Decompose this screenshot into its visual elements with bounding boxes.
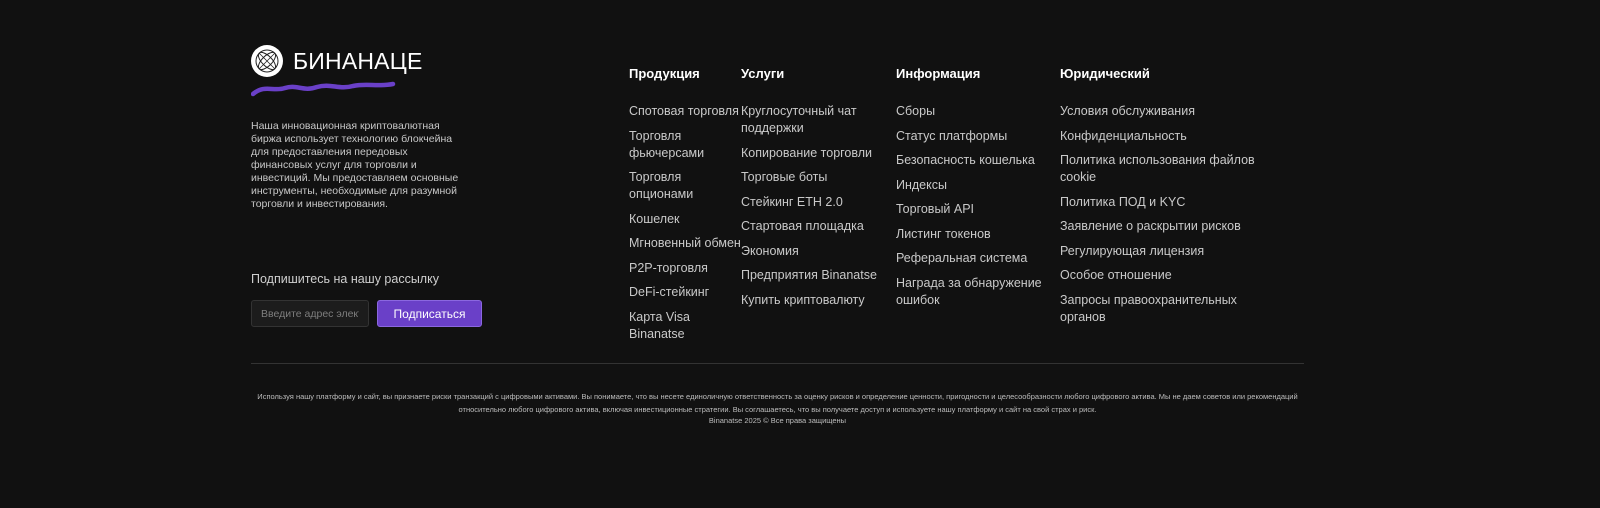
brand-underline-squiggle <box>251 78 401 100</box>
footer-link[interactable]: Круглосуточный чат поддержки <box>741 104 857 135</box>
column-title: Информация <box>896 66 981 81</box>
footer-link[interactable]: Политика ПОД и KYC <box>1060 194 1186 209</box>
footer-link[interactable]: Реферальная система <box>896 251 1028 265</box>
footer-column-information <box>896 66 1056 316</box>
footer-link[interactable]: Экономия <box>741 243 799 258</box>
footer-link[interactable]: DeFi-стейкинг <box>629 285 710 299</box>
footer-link[interactable]: Стейкинг ETH 2.0 <box>741 194 843 209</box>
footer-link[interactable]: Заявление о раскрытии рисков <box>1060 219 1241 233</box>
column-title: Юридический <box>1060 66 1150 81</box>
footer-link[interactable]: Предприятия Binanatse <box>741 268 877 282</box>
footer-link[interactable]: Запросы правоохранительных органов <box>1060 292 1237 324</box>
footer-column-legal <box>1060 66 1265 333</box>
footer-link[interactable]: Мгновенный обмен <box>629 236 741 250</box>
about-text: Наша инновационная криптовалютная биржа использует технологию блокчейна для предоставления передовых финансовых услуг для торговли и инвестиций. Мы предоставляем основные инструменты, необходимые для разумной торговли и инвестирования. <box>251 120 459 210</box>
footer-link[interactable]: Регулирующая лицензия <box>1060 243 1205 258</box>
footer-link[interactable]: Торговый API <box>896 202 975 216</box>
column-title: Услуги <box>741 66 785 81</box>
footer-link[interactable]: Безопасность кошелька <box>896 153 1035 167</box>
footer-divider <box>251 363 1304 364</box>
brand[interactable] <box>251 45 422 77</box>
footer-link[interactable]: Статус платформы <box>896 128 1008 143</box>
disclaimer-text: Используя нашу платформу и сайт, вы признаете риски транзакций с цифровыми активами. Вы понимаете, что вы несете единоличную ответственность за оценку рисков и определение ценности, пригодности и целесообразности любого цифрового актива. Мы не даем советов или рекомендаций относительно любого цифрового актива, включая инвестиционные стратегии. Вы соглашаетесь, что вы получаете доступ и используете нашу платформу и сайт на свой страх и риск. <box>257 392 1298 414</box>
footer-link[interactable]: Торговые боты <box>741 170 828 184</box>
footer-link[interactable]: Индексы <box>896 177 947 192</box>
subscribe-button[interactable]: Подписаться <box>377 300 482 327</box>
footer-link[interactable]: Кошелек <box>629 211 680 226</box>
footer-link[interactable]: Листинг токенов <box>896 226 991 241</box>
footer-link[interactable]: Условия обслуживания <box>1060 104 1195 118</box>
footer-link[interactable]: Торговля опционами <box>629 170 694 201</box>
globe-icon <box>251 45 283 77</box>
email-input[interactable] <box>251 300 369 327</box>
site-footer <box>251 0 1304 508</box>
footer-link[interactable]: Сборы <box>896 104 936 118</box>
column-title: Продукция <box>629 66 700 81</box>
footer-link[interactable]: Стартовая площадка <box>741 219 864 233</box>
newsletter-form <box>251 300 482 327</box>
footer-link[interactable]: Спотовая торговля <box>629 104 739 118</box>
footer-link[interactable]: Торговля фьючерсами <box>629 128 705 160</box>
footer-link[interactable]: Особое отношение <box>1060 268 1172 282</box>
footer-link[interactable]: Награда за обнаружение ошибок <box>896 275 1042 307</box>
brand-name: БИНАНАЦЕ <box>293 47 423 74</box>
newsletter-title: Подпишитесь на нашу рассылку <box>251 272 439 286</box>
footer-link[interactable]: Купить криптовалюту <box>741 292 865 307</box>
footer-link[interactable]: Карта Visa Binanatse <box>629 309 691 341</box>
footer-link[interactable]: Политика использования файлов cookie <box>1060 153 1255 184</box>
copyright-text: Binanatse 2025 © Все права защищены <box>708 416 847 425</box>
footer-link[interactable]: Копирование торговли <box>741 145 873 160</box>
footer-column-services <box>741 66 891 316</box>
footer-link[interactable]: P2P-торговля <box>629 260 708 275</box>
footer-link[interactable]: Конфиденциальность <box>1060 128 1187 143</box>
footer-column-products <box>629 66 741 350</box>
